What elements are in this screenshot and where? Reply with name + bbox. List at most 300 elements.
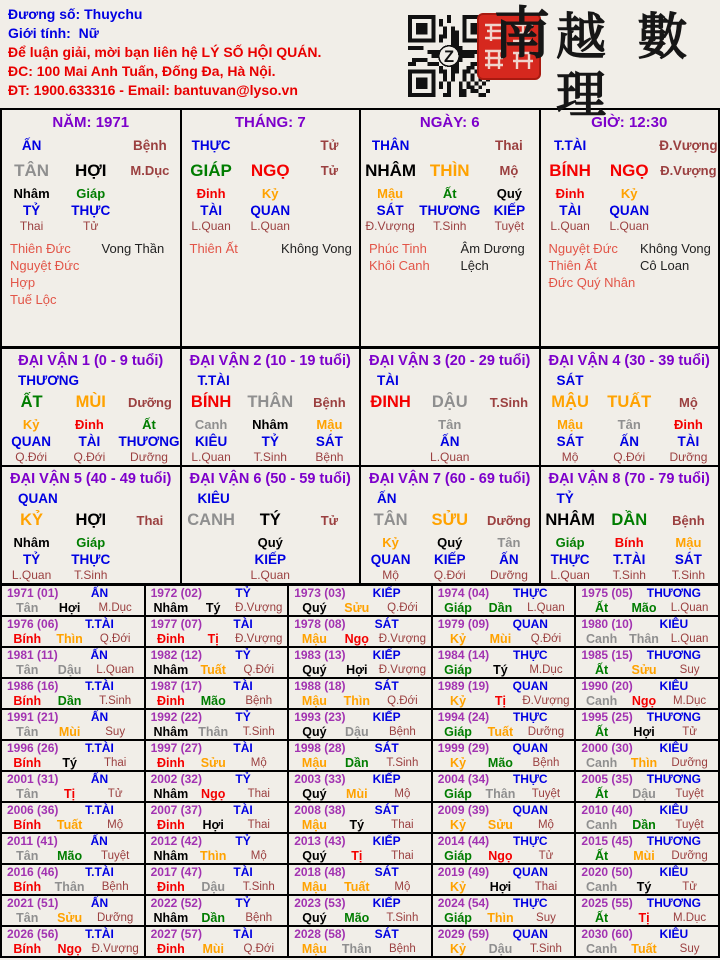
year-branch: Mùi — [58, 724, 81, 739]
hidden-stem-col — [541, 416, 600, 465]
pillar-box — [181, 109, 361, 347]
year-cell-bottom — [149, 849, 285, 864]
year-cell-bottom — [5, 601, 141, 616]
hidden-stage: T.Sinh — [74, 567, 108, 582]
year-age-label: 1972 (02) — [150, 586, 202, 601]
year-cell-top — [149, 741, 285, 756]
year-cell-bottom — [149, 632, 285, 647]
year-cell-top — [436, 710, 572, 725]
year-stem: Đinh — [156, 693, 185, 708]
stage-label: Mộ — [499, 163, 519, 178]
hidden-stage: Bệnh — [315, 449, 344, 464]
year-cell-bottom — [5, 787, 141, 802]
year-cell-bottom — [436, 818, 572, 833]
year-ten-god: T.TÀI — [85, 741, 114, 756]
year-stem: Canh — [586, 755, 618, 770]
dai-van-box — [1, 348, 181, 466]
year-stem: Quý — [302, 600, 327, 615]
year-stage: Bệnh — [388, 942, 416, 955]
year-stem: Nhâm — [153, 662, 189, 677]
hidden-stem: Canh — [194, 416, 228, 432]
stage-label: Bệnh — [313, 395, 346, 411]
brand-logo-text: 越 數 理 — [556, 7, 695, 124]
hidden-stem-col — [182, 534, 241, 583]
year-branch: Dậu — [488, 941, 513, 956]
year-cell-top — [292, 679, 428, 694]
hidden-stems-row — [2, 185, 180, 234]
year-ten-god: KIÊU — [659, 679, 689, 694]
star-item: Thiên Ất — [189, 241, 238, 256]
hidden-stem-col — [361, 185, 419, 234]
year-cell-top — [292, 617, 428, 632]
year-cell-bottom — [5, 663, 141, 678]
hidden-stem-col — [300, 416, 359, 465]
hidden-stem: Kỷ — [620, 186, 638, 201]
year-ten-god: THƯƠNG — [646, 772, 701, 787]
gender-label: Giới tính: — [8, 25, 71, 41]
hidden-stage: Tuyệt — [494, 219, 525, 233]
branch-text: HỢI — [75, 511, 107, 530]
hidden-ten-god: TÀI — [559, 203, 581, 218]
hidden-stem: Kỷ — [22, 416, 40, 432]
contact-line-1: Để luận giải, mời bạn liên hệ LÝ SỐ HỘI QUÁN. — [8, 44, 322, 60]
year-cell-top — [5, 648, 141, 663]
year-age-label: 2024 (54) — [437, 896, 490, 911]
year-stage: Bệnh — [532, 756, 560, 769]
year-stage: Dưỡng — [671, 849, 708, 862]
year-stage: Đ.Vượng — [378, 663, 426, 676]
year-stage: Tử — [107, 787, 123, 800]
year-stage: Dưỡng — [527, 725, 565, 738]
year-stem: Nhâm — [153, 910, 189, 925]
year-cell-bottom — [292, 756, 428, 771]
year-stage: Đ.Vượng — [378, 632, 426, 645]
hidden-stem-col — [419, 185, 480, 234]
year-cell-top — [292, 648, 428, 663]
hidden-ten-god: SÁT — [674, 551, 702, 567]
year-stage: Dưỡng — [96, 911, 134, 924]
hidden-stem: Nhâm — [13, 186, 50, 201]
year-branch: Dần — [201, 910, 226, 925]
year-stage: L.Quan — [670, 601, 709, 614]
hidden-stage: Q.Đới — [613, 449, 646, 464]
hidden-stem: Đinh — [673, 416, 703, 432]
brand-logo-char: 南 — [494, 1, 550, 67]
year-stem: Canh — [586, 631, 618, 646]
year-stem: Đinh — [156, 817, 185, 832]
pillar-main-row — [2, 157, 180, 184]
year-age-label: 1985 (15) — [581, 648, 633, 663]
year-cell — [432, 585, 576, 616]
year-stage: Mộ — [250, 756, 267, 769]
year-cell-top — [436, 648, 572, 663]
year-stem: Nhâm — [153, 600, 189, 615]
dai-van-title: ĐẠI VẬN 2 (10 - 19 tuổi) — [189, 353, 351, 369]
year-stage: T.Sinh — [529, 942, 562, 955]
year-cell-top — [579, 741, 715, 756]
star-item: Thiên Đức — [10, 241, 71, 256]
year-stem: Nhâm — [153, 848, 189, 863]
year-ten-god: SÁT — [374, 617, 399, 632]
year-stem: Tân — [16, 910, 39, 925]
year-cell-top — [436, 741, 572, 756]
year-cell-bottom — [436, 725, 572, 740]
year-branch: Dần — [488, 600, 513, 615]
year-cell-top — [292, 927, 428, 942]
hidden-stem-col — [600, 185, 659, 234]
year-cell-top — [149, 927, 285, 942]
year-stem: Đinh — [156, 755, 185, 770]
hidden-stage: L.Quan — [250, 219, 290, 233]
year-branch: Mão — [344, 910, 370, 925]
hidden-stem-col — [2, 416, 60, 465]
year-age-label: 2030 (60) — [581, 927, 633, 942]
year-stem: Mậu — [301, 631, 327, 646]
hidden-stem-col — [120, 185, 179, 234]
stage-label: Mộ — [679, 395, 698, 411]
ten-god-label: ẤN — [21, 138, 42, 153]
year-ten-god: ẤN — [90, 896, 109, 911]
hidden-stem-col — [300, 534, 359, 583]
year-cell — [575, 585, 719, 616]
year-cell-top — [149, 679, 285, 694]
year-stage: M.Dục — [98, 601, 132, 614]
year-age-label: 1988 (18) — [294, 679, 346, 694]
year-branch: Thân — [54, 879, 85, 894]
year-stage: T.Sinh — [242, 880, 275, 893]
hidden-stem-col — [659, 185, 718, 234]
year-ten-god: TÀI — [233, 741, 253, 756]
year-cell — [432, 678, 576, 709]
hidden-ten-god: QUAN — [11, 433, 51, 449]
hidden-stage: T.Sinh — [433, 219, 467, 233]
hidden-stems-row — [361, 416, 539, 465]
year-cell — [575, 678, 719, 709]
year-stage: M.Dục — [529, 663, 563, 676]
year-ten-god: KIÊU — [659, 927, 689, 942]
year-stem: Mậu — [301, 693, 327, 708]
year-cell — [288, 833, 432, 864]
hidden-ten-god: QUAN — [250, 203, 291, 218]
year-cell-bottom — [5, 818, 141, 833]
stage-label: Thai — [495, 138, 523, 153]
year-age-label: 1971 (01) — [7, 586, 59, 601]
star-item: Phúc Tinh — [369, 241, 427, 256]
year-cell-top — [292, 865, 428, 880]
year-cell — [432, 802, 576, 833]
year-cell — [288, 895, 432, 926]
year-cell-bottom — [149, 942, 285, 957]
year-stem: Đinh — [156, 631, 185, 646]
hidden-ten-god: QUAN — [609, 203, 650, 218]
year-branch: Ngọ — [488, 848, 513, 863]
hidden-ten-god: TỶ — [22, 551, 41, 567]
year-cell-top — [292, 896, 428, 911]
branch-text: HỢI — [74, 160, 107, 180]
hidden-stem-col — [600, 416, 659, 465]
hidden-ten-god: TỶ — [22, 203, 41, 218]
dai-van-title: ĐẠI VẬN 7 (60 - 69 tuổi) — [369, 471, 531, 487]
year-age-label: 2013 (43) — [294, 834, 346, 849]
year-cell-bottom — [436, 632, 572, 647]
year-stem: Kỷ — [450, 817, 467, 832]
year-branch: Tị — [351, 848, 363, 863]
year-stem: Tân — [16, 786, 39, 801]
stem-text: NHÂM — [545, 511, 595, 530]
year-cell-bottom — [579, 818, 715, 833]
year-cell — [575, 771, 719, 802]
pillar-main-row — [361, 157, 539, 184]
year-cell-bottom — [292, 725, 428, 740]
year-cell-bottom — [5, 849, 141, 864]
hidden-stage: L.Quan — [550, 219, 590, 233]
hidden-stage: Thai — [19, 219, 44, 233]
year-ten-god: T.TÀI — [85, 617, 114, 632]
year-cell-top — [149, 710, 285, 725]
year-cell-bottom — [149, 756, 285, 771]
year-cell-top — [5, 834, 141, 849]
hidden-stage: T.Sinh — [671, 567, 706, 582]
year-branch: Tị — [64, 786, 76, 801]
year-stem: Kỷ — [450, 693, 467, 708]
hidden-stem-col — [659, 534, 718, 583]
year-branch: Sửu — [487, 817, 513, 832]
year-cell-bottom — [436, 601, 572, 616]
year-cell — [1, 833, 145, 864]
person-label: Đương số: — [8, 6, 81, 22]
year-ten-god: KIẾP — [372, 772, 401, 787]
year-branch: Sửu — [57, 910, 83, 925]
year-cell-top — [292, 772, 428, 787]
year-branch: Hợi — [58, 600, 81, 615]
year-branch: Tý — [205, 600, 221, 615]
year-cell-top — [5, 772, 141, 787]
year-age-label: 1995 (25) — [581, 710, 633, 725]
hidden-ten-god: THƯƠNG — [419, 203, 481, 218]
dai-van-box — [360, 348, 540, 466]
year-branch: Tuất — [344, 879, 370, 894]
hidden-stage: Dưỡng — [130, 449, 168, 464]
year-stem: Bính — [13, 941, 42, 956]
dai-van-title: ĐẠI VẬN 4 (30 - 39 tuổi) — [548, 353, 710, 369]
hidden-ten-god: ẤN — [499, 551, 519, 567]
stem-text: NHÂM — [365, 160, 417, 180]
year-stage: Q.Đới — [243, 942, 275, 955]
hidden-stem: Tân — [497, 534, 521, 550]
pillar-title: NGÀY: 6 — [419, 114, 480, 131]
year-cell-top — [579, 679, 715, 694]
year-cell — [1, 926, 145, 957]
year-cell — [432, 709, 576, 740]
year-stage: Thai — [391, 818, 414, 831]
year-ten-god: TỶ — [235, 834, 251, 849]
stem-text: BÍNH — [190, 393, 232, 412]
pillar-box — [540, 109, 720, 347]
hidden-ten-god: KIẾP — [254, 551, 286, 567]
year-cell — [575, 864, 719, 895]
year-cell-bottom — [149, 663, 285, 678]
year-stem: Nhâm — [153, 786, 189, 801]
dai-van-box — [540, 466, 720, 584]
year-ten-god: ẤN — [90, 586, 109, 601]
year-ten-god: THỰC — [512, 834, 548, 849]
year-stem: Quý — [302, 910, 327, 925]
year-cell — [1, 771, 145, 802]
year-cell — [1, 647, 145, 678]
hidden-stem: Giáp — [76, 534, 106, 550]
hidden-stem-col — [120, 534, 179, 583]
year-cell-top — [436, 834, 572, 849]
branch-text: MÙI — [75, 393, 106, 412]
year-cell — [1, 802, 145, 833]
stage-label: Bệnh — [133, 138, 167, 153]
hidden-stem-col — [541, 185, 600, 234]
year-stem: Quý — [302, 724, 327, 739]
year-cell — [288, 926, 432, 957]
year-cell — [145, 802, 289, 833]
year-cell-bottom — [579, 632, 715, 647]
year-age-label: 1979 (09) — [437, 617, 490, 632]
stage-label: Dưỡng — [486, 513, 531, 529]
year-cell-top — [5, 710, 141, 725]
year-ten-god: TÀI — [233, 679, 253, 694]
hidden-stems-row — [182, 416, 360, 465]
year-age-label: 2011 (41) — [7, 834, 58, 849]
year-cell — [575, 833, 719, 864]
year-stage: Suy — [536, 911, 556, 924]
contact-line-3: ĐT: 1900.633316 - Email: bantuvan@lyso.vn — [8, 82, 298, 98]
hidden-ten-god: T.TÀI — [613, 551, 646, 567]
year-cell-top — [579, 803, 715, 818]
year-branch: Dần — [344, 755, 369, 770]
hidden-stem: Mậu — [316, 416, 343, 432]
year-cell-bottom — [292, 880, 428, 895]
year-cell-top — [5, 617, 141, 632]
year-stage: M.Dục — [672, 911, 707, 924]
year-stem: Nhâm — [153, 724, 189, 739]
year-ten-god: SÁT — [374, 741, 399, 756]
year-cell-top — [579, 772, 715, 787]
hidden-stem-col — [420, 534, 479, 583]
hidden-ten-god: KIÊU — [194, 433, 228, 449]
hidden-ten-god: TỶ — [261, 433, 279, 449]
year-cell — [288, 864, 432, 895]
person-value: Thuychu — [84, 6, 143, 22]
stage-label: M.Dục — [130, 163, 170, 178]
year-cell-top — [579, 710, 715, 725]
year-cell — [432, 771, 576, 802]
hidden-ten-god: SÁT — [376, 203, 404, 218]
pillar-main-row — [541, 157, 719, 184]
year-ten-god: T.TÀI — [85, 679, 114, 694]
year-age-label: 1983 (13) — [294, 648, 346, 663]
year-branch: Tị — [638, 910, 650, 925]
year-ten-god: THỰC — [512, 772, 548, 787]
branch-text: DẬU — [431, 393, 468, 412]
year-cell-bottom — [579, 725, 715, 740]
year-ten-god: QUAN — [512, 679, 548, 694]
pillar-title: NĂM: 1971 — [52, 114, 130, 131]
star-item: Thiên Ất — [548, 258, 597, 273]
year-age-label: 1993 (23) — [294, 710, 346, 725]
hidden-stem-col — [300, 185, 359, 234]
pillar-box — [360, 109, 540, 347]
ten-god-label: THƯƠNG — [18, 372, 79, 388]
pillar-title: GIỜ: 12:30 — [591, 114, 668, 131]
year-branch: Ngọ — [631, 693, 657, 708]
year-stage: Tuyệt — [531, 787, 561, 800]
year-cell-bottom — [579, 849, 715, 864]
year-cell-top — [579, 617, 715, 632]
year-cell-top — [149, 803, 285, 818]
ten-god-label: KIÊU — [197, 490, 230, 506]
hidden-stem-col — [241, 534, 300, 583]
year-branch: Mão — [200, 693, 226, 708]
year-stage: Bệnh — [101, 880, 129, 893]
hidden-stem: Giáp — [555, 534, 585, 550]
hidden-ten-god: KIẾP — [493, 203, 526, 218]
dai-van-title: ĐẠI VẬN 6 (50 - 59 tuổi) — [189, 471, 351, 487]
year-stage: Q.Đới — [243, 663, 275, 676]
year-stem: Mậu — [301, 755, 327, 770]
hidden-stage: T.Sinh — [253, 449, 287, 464]
year-cell-top — [292, 741, 428, 756]
year-age-label: 1990 (20) — [581, 679, 633, 694]
year-stage: L.Quan — [670, 632, 709, 645]
ten-god-label: TỶ — [556, 490, 574, 506]
year-cell — [145, 585, 289, 616]
stem-text: KỶ — [20, 511, 44, 530]
year-stem: Tân — [16, 662, 39, 677]
year-age-label: 2012 (42) — [150, 834, 202, 849]
year-branch: Dậu — [344, 724, 369, 739]
year-age-label: 2021 (51) — [7, 896, 59, 911]
hidden-stems-row — [2, 534, 180, 583]
year-cell-top — [579, 586, 715, 601]
year-ten-god: KIẾP — [372, 648, 401, 663]
year-cell-bottom — [5, 880, 141, 895]
year-age-label: 1986 (16) — [7, 679, 59, 694]
hidden-stage: L.Quan — [191, 449, 231, 464]
year-cell-bottom — [149, 787, 285, 802]
year-stage: L.Quan — [527, 601, 565, 614]
pillar-god-row — [541, 136, 719, 157]
year-branch: Sửu — [200, 755, 226, 770]
year-stem: Ất — [595, 662, 609, 677]
year-age-label: 1991 (21) — [7, 710, 59, 725]
year-age-label: 2027 (57) — [150, 927, 202, 942]
hidden-stems-row — [2, 416, 180, 465]
year-age-label: 1996 (26) — [7, 741, 59, 756]
year-age-label: 2020 (50) — [581, 865, 633, 880]
year-stage: Q.Đới — [530, 632, 562, 645]
year-branch: Sửu — [344, 600, 370, 615]
year-stage: Đ.Vượng — [235, 601, 283, 614]
ten-god-label: ẤN — [377, 490, 397, 506]
year-age-label: 1974 (04) — [437, 586, 490, 601]
year-cell — [288, 740, 432, 771]
year-stage: Q.Đới — [387, 694, 418, 707]
year-cell-top — [579, 865, 715, 880]
hidden-stem-col — [60, 416, 118, 465]
spacer — [600, 136, 659, 157]
year-cell-bottom — [436, 756, 572, 771]
year-branch: Tuất — [487, 724, 514, 739]
year-branch: Tuất — [200, 662, 226, 677]
hidden-stem: Kỷ — [382, 534, 399, 550]
year-cell — [288, 616, 432, 647]
year-branch: Mùi — [489, 631, 512, 646]
